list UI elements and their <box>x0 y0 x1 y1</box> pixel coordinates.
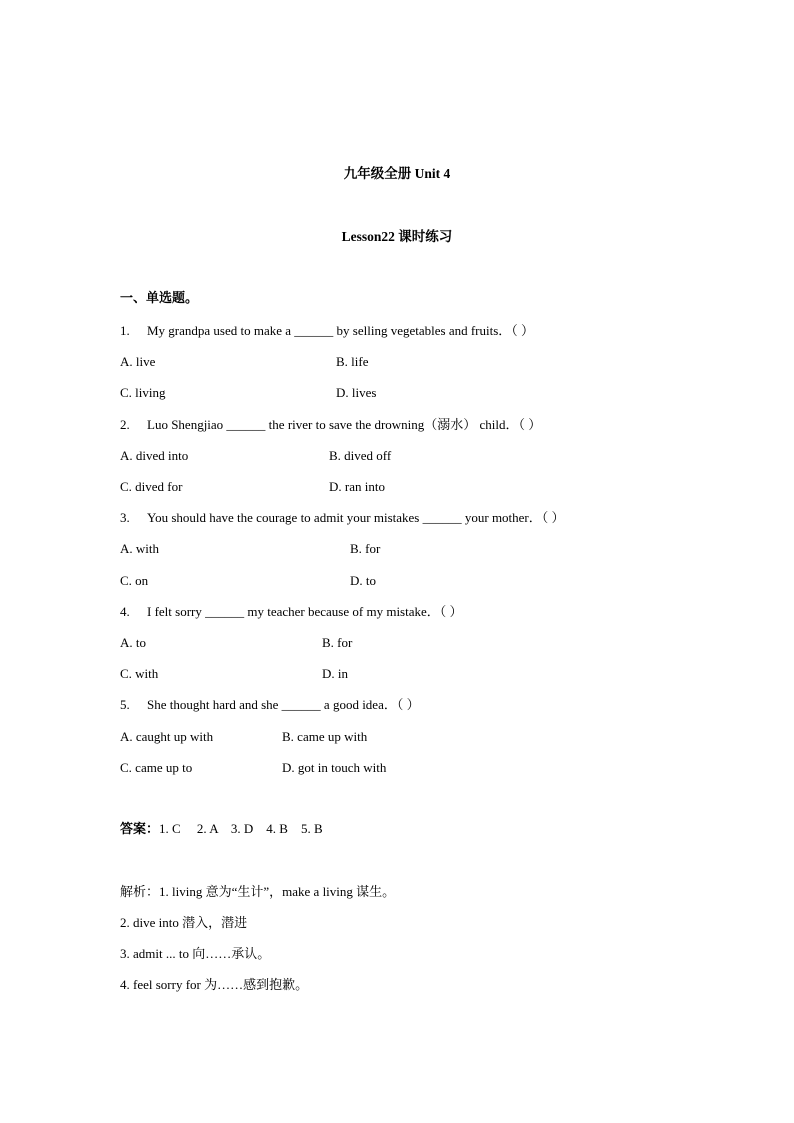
question-2 <box>120 417 541 433</box>
question-stem: She thought hard and she ______ a good idea．（ ） <box>147 697 420 712</box>
option-d: D. in <box>322 666 348 681</box>
option-c: C. on <box>120 573 149 588</box>
option-d: D. to <box>350 573 376 588</box>
section-heading: 一、单选题。 <box>120 290 199 305</box>
option-b: B. dived off <box>329 448 392 463</box>
option-c: C. came up to <box>120 760 193 775</box>
option-b: B. life <box>336 354 369 369</box>
answer-key <box>120 821 323 837</box>
question-stem: You should have the courage to admit your mistakes ______ your mother．（ ） <box>147 510 565 525</box>
explanation-line-1 <box>120 884 395 900</box>
option-a: A. caught up with <box>120 729 214 744</box>
explanation-line-4: 4. feel sorry for 为……感到抱歉。 <box>120 977 309 992</box>
option-d: D. lives <box>336 385 377 400</box>
option-c: C. dived for <box>120 479 183 494</box>
question-4 <box>120 604 463 620</box>
explanation-label: 解析： <box>120 884 160 899</box>
option-b: B. for <box>350 541 381 556</box>
question-number: 2. <box>120 417 130 432</box>
option-c: C. with <box>120 666 159 681</box>
question-3 <box>120 510 565 526</box>
option-a: A. dived into <box>120 448 189 463</box>
document-subtitle: Lesson22 课时练习 <box>341 229 453 244</box>
answer-label: 答案： <box>120 821 160 836</box>
answer-text: 1. C 2. A 3. D 4. B 5. B <box>159 821 323 836</box>
question-stem: My grandpa used to make a ______ by selling vegetables and fruits．（ ） <box>147 323 535 338</box>
option-a: A. to <box>120 635 146 650</box>
option-d: D. ran into <box>329 479 385 494</box>
explanation-line-2: 2. dive into 潜入，潜进 <box>120 915 248 930</box>
option-b: B. came up with <box>282 729 368 744</box>
option-c: C. living <box>120 385 166 400</box>
question-number: 4. <box>120 604 130 619</box>
explanation-text: 1. living 意为“生计”，make a living 谋生。 <box>159 884 396 899</box>
question-number: 3. <box>120 510 130 525</box>
question-1 <box>120 323 534 339</box>
question-number: 1. <box>120 323 130 338</box>
explanation-line-3: 3. admit ... to 向……承认。 <box>120 946 271 961</box>
question-number: 5. <box>120 697 130 712</box>
document-title: 九年级全册 Unit 4 <box>343 166 451 181</box>
option-b: B. for <box>322 635 353 650</box>
option-d: D. got in touch with <box>282 760 387 775</box>
option-a: A. live <box>120 354 156 369</box>
question-stem: I felt sorry ______ my teacher because of my mistake．（ ） <box>147 604 463 619</box>
question-5 <box>120 697 420 713</box>
option-a: A. with <box>120 541 159 556</box>
question-stem: Luo Shengjiao ______ the river to save the drowning（溺水） child．（ ） <box>147 417 542 432</box>
